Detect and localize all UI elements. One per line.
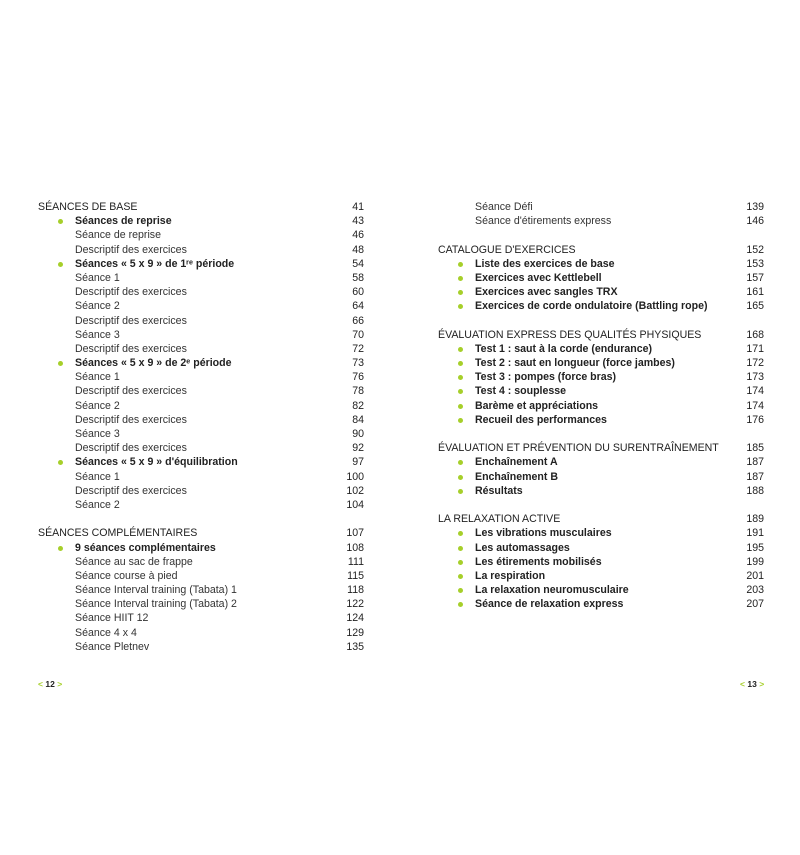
toc-entry[interactable] xyxy=(438,200,764,214)
toc-subsection-entry[interactable] xyxy=(438,541,764,555)
toc-subsection-entry[interactable] xyxy=(438,526,764,540)
toc-entry-title: Descriptif des exercices xyxy=(75,314,187,327)
toc-page-number: 82 xyxy=(352,399,364,412)
toc-page-number: 124 xyxy=(346,612,364,625)
toc-entry[interactable] xyxy=(38,285,364,299)
toc-entry-title: Recueil des performances xyxy=(475,413,607,426)
toc-page-number: 188 xyxy=(746,484,764,497)
bullet-icon xyxy=(458,475,463,480)
bullet-icon xyxy=(58,219,63,224)
toc-page-number: 129 xyxy=(346,626,364,639)
toc-subsection-entry[interactable] xyxy=(438,413,764,427)
bullet-icon xyxy=(458,489,463,494)
toc-page-number: 135 xyxy=(346,640,364,653)
toc-page-number: 46 xyxy=(352,229,364,242)
toc-entry-title: CATALOGUE D'EXERCICES xyxy=(438,243,576,256)
toc-entry[interactable] xyxy=(38,611,364,625)
toc-entry-title: Test 1 : saut à la corde (endurance) xyxy=(475,342,653,355)
toc-page-number: 108 xyxy=(346,541,364,554)
toc-entry-title: Descriptif des exercices xyxy=(75,342,187,355)
toc-subsection-entry[interactable] xyxy=(38,455,364,469)
toc-page-number: 102 xyxy=(346,484,364,497)
toc-page-number: 92 xyxy=(352,442,364,455)
toc-entry-title: Séance de relaxation express xyxy=(475,598,624,611)
toc-entry-title: Séance Interval training (Tabata) 2 xyxy=(75,598,237,611)
toc-entry-title: La relaxation neuromusculaire xyxy=(475,584,629,597)
toc-section-heading[interactable] xyxy=(438,512,764,526)
toc-page-number: 187 xyxy=(746,456,764,469)
toc-entry-title: Exercices avec Kettlebell xyxy=(475,271,602,284)
toc-entry[interactable] xyxy=(38,583,364,597)
toc-subsection-entry[interactable] xyxy=(438,257,764,271)
toc-entry[interactable] xyxy=(38,243,364,257)
toc-page-number: 84 xyxy=(352,413,364,426)
toc-page-number: 54 xyxy=(352,257,364,270)
toc-page-number: 203 xyxy=(746,584,764,597)
toc-entry[interactable] xyxy=(38,498,364,512)
toc-entry[interactable] xyxy=(38,271,364,285)
toc-page-number: 139 xyxy=(746,201,764,213)
toc-page-number: 104 xyxy=(346,498,364,511)
toc-subsection-entry[interactable] xyxy=(438,583,764,597)
toc-entry-title: Séance course à pied xyxy=(75,569,178,582)
toc-entry[interactable] xyxy=(38,370,364,384)
toc-page-number: 185 xyxy=(746,442,764,455)
toc-page-number: 73 xyxy=(352,357,364,370)
toc-page-number: 41 xyxy=(352,201,364,213)
toc-entry-title: 9 séances complémentaires xyxy=(75,541,216,554)
toc-entry-title: Test 2 : saut en longueur (force jambes) xyxy=(475,357,675,370)
toc-entry-title: Les vibrations musculaires xyxy=(475,527,612,540)
toc-page-number: 76 xyxy=(352,371,364,384)
toc-subsection-entry[interactable] xyxy=(438,597,764,611)
toc-entry-title: Descriptif des exercices xyxy=(75,442,187,455)
toc-entry[interactable] xyxy=(38,569,364,583)
toc-entry-title: Séance 3 xyxy=(75,428,120,440)
toc-entry-title: Résultats xyxy=(475,484,523,497)
toc-subsection-entry[interactable] xyxy=(38,541,364,555)
spacer xyxy=(438,427,764,441)
toc-entry-title: Les étirements mobilisés xyxy=(475,555,602,568)
toc-right-column xyxy=(438,200,764,611)
toc-subsection-entry[interactable] xyxy=(438,569,764,583)
toc-subsection-entry[interactable] xyxy=(438,399,764,413)
toc-page-number: 207 xyxy=(746,598,764,611)
bullet-icon xyxy=(458,418,463,423)
toc-entry[interactable] xyxy=(438,214,764,228)
toc-entry-title: Descriptif des exercices xyxy=(75,413,187,426)
toc-page-number: 97 xyxy=(352,456,364,469)
toc-page-number: 191 xyxy=(746,527,764,540)
bullet-icon xyxy=(458,347,463,352)
toc-page-number: 122 xyxy=(346,598,364,611)
toc-entry-title: Séances « 5 x 9 » de 2ᵉ période xyxy=(75,357,232,370)
toc-page-number: 43 xyxy=(352,215,364,228)
toc-entry[interactable] xyxy=(38,626,364,640)
toc-entry[interactable] xyxy=(38,441,364,455)
toc-entry-title: LA RELAXATION ACTIVE xyxy=(438,513,561,526)
toc-entry[interactable] xyxy=(38,384,364,398)
toc-page-number: 118 xyxy=(347,584,364,597)
bullet-icon xyxy=(458,389,463,394)
toc-subsection-entry[interactable] xyxy=(38,356,364,370)
bullet-icon xyxy=(458,602,463,607)
toc-entry-title: Séance 1 xyxy=(75,470,120,483)
bullet-icon xyxy=(458,276,463,281)
toc-entry-title: Descriptif des exercices xyxy=(75,385,187,398)
toc-page-number: 189 xyxy=(746,513,764,526)
bullet-icon xyxy=(58,361,63,366)
toc-entry-title: Séance au sac de frappe xyxy=(75,555,193,568)
toc-entry-title: ÉVALUATION ET PRÉVENTION DU SURENTRAÎNEMENT xyxy=(438,442,719,455)
toc-entry-title: Séances « 5 x 9 » de 1ʳᵉ période xyxy=(75,257,235,270)
toc-entry-title: Séance 2 xyxy=(75,300,120,313)
toc-entry[interactable] xyxy=(38,228,364,242)
toc-page-number: 174 xyxy=(746,399,764,412)
toc-page-number: 78 xyxy=(352,385,364,398)
toc-entry-title: Séance Défi xyxy=(475,201,533,213)
bullet-icon xyxy=(458,361,463,366)
toc-entry-title: Les automassages xyxy=(475,541,570,554)
toc-entry-title: Test 3 : pompes (force bras) xyxy=(475,371,617,384)
toc-left-column xyxy=(38,200,364,654)
spacer xyxy=(38,512,364,526)
bullet-icon xyxy=(458,404,463,409)
toc-entry-title: Séances « 5 x 9 » d'équilibration xyxy=(75,456,238,469)
toc-entry-title: Descriptif des exercices xyxy=(75,243,187,256)
toc-entry-title: Descriptif des exercices xyxy=(75,484,187,497)
toc-page-number: 187 xyxy=(746,470,764,483)
toc-entry[interactable] xyxy=(38,640,364,654)
toc-page-number: 176 xyxy=(746,413,764,426)
toc-subsection-entry[interactable] xyxy=(438,484,764,498)
toc-entry[interactable] xyxy=(38,399,364,413)
toc-entry-title: Descriptif des exercices xyxy=(75,286,187,299)
toc-entry-title: Séance 4 x 4 xyxy=(75,626,137,639)
toc-page-number: 107 xyxy=(346,527,364,540)
bullet-icon xyxy=(58,460,63,465)
toc-subsection-entry[interactable] xyxy=(438,285,764,299)
toc-page-number: 111 xyxy=(347,555,364,568)
toc-page-number: 152 xyxy=(746,243,764,256)
toc-entry[interactable] xyxy=(38,470,364,484)
toc-subsection-entry[interactable] xyxy=(438,342,764,356)
toc-entry-title: Test 4 : souplesse xyxy=(475,385,567,398)
toc-section-heading[interactable] xyxy=(38,200,364,214)
toc-entry-title: Exercices avec sangles TRX xyxy=(475,286,618,299)
toc-entry-title: ÉVALUATION EXPRESS DES QUALITÉS PHYSIQUES xyxy=(438,328,702,341)
toc-page-number: 168 xyxy=(746,328,764,341)
toc-page-number: 153 xyxy=(746,257,764,270)
toc-entry-title: Séance Pletnev xyxy=(75,640,150,653)
toc-subsection-entry[interactable] xyxy=(438,555,764,569)
toc-entry-title: Liste des exercices de base xyxy=(475,257,615,270)
toc-section-heading[interactable] xyxy=(438,328,764,342)
toc-entry[interactable] xyxy=(38,328,364,342)
toc-entry-title: Séance 1 xyxy=(75,271,120,284)
toc-page-number: 171 xyxy=(746,342,764,355)
bullet-icon xyxy=(458,375,463,380)
toc-entry[interactable] xyxy=(38,427,364,441)
toc-page-number: 58 xyxy=(352,271,364,284)
toc-subsection-entry[interactable] xyxy=(438,384,764,398)
toc-entry-title: Séance 2 xyxy=(75,498,120,511)
toc-entry-title: Séance HIIT 12 xyxy=(75,612,149,625)
spacer xyxy=(438,498,764,512)
toc-entry[interactable] xyxy=(38,484,364,498)
toc-page-number: 157 xyxy=(746,271,764,284)
toc-entry-title: Séance 3 xyxy=(75,328,120,341)
toc-entry-title: Barème et appréciations xyxy=(475,399,599,412)
toc-page-number: 90 xyxy=(352,428,364,440)
toc-page-number: 100 xyxy=(346,470,364,483)
spacer xyxy=(438,314,764,328)
toc-page-number: 70 xyxy=(352,328,364,341)
toc-entry[interactable] xyxy=(38,342,364,356)
bullet-icon xyxy=(58,262,63,267)
toc-page-number: 195 xyxy=(746,541,764,554)
toc-page-number: 201 xyxy=(746,569,764,582)
toc-entry-title: Séance de reprise xyxy=(75,229,161,242)
toc-page-number: 165 xyxy=(746,300,764,313)
toc-entry[interactable] xyxy=(38,555,364,569)
toc-subsection-entry[interactable] xyxy=(438,370,764,384)
toc-subsection-entry[interactable] xyxy=(438,356,764,370)
toc-subsection-entry[interactable] xyxy=(438,470,764,484)
toc-subsection-entry[interactable] xyxy=(38,214,364,228)
toc-subsection-entry[interactable] xyxy=(438,271,764,285)
spacer xyxy=(438,228,764,242)
toc-entry-title: Séance 1 xyxy=(75,371,120,384)
bullet-icon xyxy=(458,588,463,593)
toc-entry-title: Séances de reprise xyxy=(75,215,172,228)
toc-page-number: 173 xyxy=(746,371,764,384)
toc-entry[interactable] xyxy=(38,597,364,611)
toc-section-heading[interactable] xyxy=(438,441,764,455)
toc-entry-title: Séance Interval training (Tabata) 1 xyxy=(75,584,237,597)
toc-entry[interactable] xyxy=(38,413,364,427)
bullet-icon xyxy=(458,290,463,295)
toc-page-number: 48 xyxy=(352,243,364,256)
toc-page-number: 146 xyxy=(746,215,764,228)
toc-entry[interactable] xyxy=(38,314,364,328)
toc-page-number: 115 xyxy=(347,569,364,582)
bullet-icon xyxy=(458,531,463,536)
toc-entry-title: SÉANCES DE BASE xyxy=(38,201,138,213)
bullet-icon xyxy=(458,460,463,465)
toc-section-heading[interactable] xyxy=(38,526,364,540)
toc-page-number: 64 xyxy=(352,300,364,313)
page-number-right: < 13 > xyxy=(740,679,765,689)
toc-page-number: 172 xyxy=(746,357,764,370)
bullet-icon xyxy=(58,546,63,551)
page-number-left: < 12 > xyxy=(38,679,63,689)
toc-entry-title: Enchaînement B xyxy=(475,470,559,483)
bullet-icon xyxy=(458,262,463,267)
toc-entry-title: SÉANCES COMPLÉMENTAIRES xyxy=(38,527,198,540)
toc-entry-title: Exercices de corde ondulatoire (Battling rope) xyxy=(475,300,708,313)
bullet-icon xyxy=(458,546,463,551)
toc-page-number: 72 xyxy=(352,342,364,355)
bullet-icon xyxy=(458,560,463,565)
toc-entry-title: La respiration xyxy=(475,569,546,582)
toc-page-number: 174 xyxy=(746,385,764,398)
toc-subsection-entry[interactable] xyxy=(438,299,764,313)
toc-entry[interactable] xyxy=(38,299,364,313)
toc-entry-title: Séance 2 xyxy=(75,399,120,412)
toc-section-heading[interactable] xyxy=(438,243,764,257)
toc-page-number: 66 xyxy=(352,314,364,327)
toc-subsection-entry[interactable] xyxy=(38,257,364,271)
toc-page-number: 60 xyxy=(352,286,364,299)
bullet-icon xyxy=(458,304,463,309)
toc-page-number: 161 xyxy=(746,286,764,299)
bullet-icon xyxy=(458,574,463,579)
toc-subsection-entry[interactable] xyxy=(438,455,764,469)
toc-entry-title: Enchaînement A xyxy=(475,456,558,469)
toc-entry-title: Séance d'étirements express xyxy=(475,215,612,228)
toc-page-number: 199 xyxy=(746,555,764,568)
